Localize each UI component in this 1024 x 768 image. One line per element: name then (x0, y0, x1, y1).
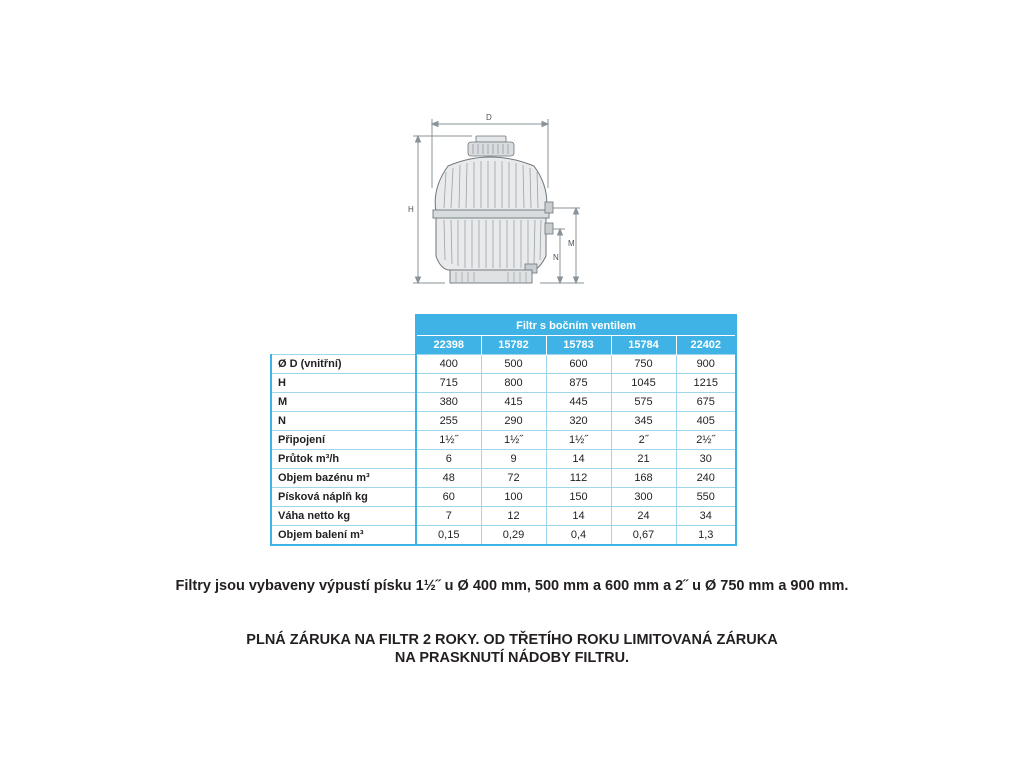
row-label: N (271, 412, 416, 431)
table-row (271, 431, 736, 450)
table-cell: 550 (676, 488, 736, 507)
table-cell: 112 (546, 469, 611, 488)
table-cell: 0,15 (416, 526, 481, 546)
label-d: D (486, 113, 492, 122)
row-label: M (271, 393, 416, 412)
table-row (271, 469, 736, 488)
table-cell: 21 (611, 450, 676, 469)
table-cell: 7 (416, 507, 481, 526)
table-cell: 0,4 (546, 526, 611, 546)
table-cell: 1½˝ (546, 431, 611, 450)
table-cell: 1215 (676, 374, 736, 393)
sand-drain-note: Filtry jsou vybaveny výpustí písku 1½˝ u Ø 400 mm, 500 mm a 600 mm a 2˝ u Ø 750 mm a 900 mm. (175, 578, 849, 594)
table-cell: 875 (546, 374, 611, 393)
table-cell: 2½˝ (676, 431, 736, 450)
warranty-line-2: NA PRASKNUTÍ NÁDOBY FILTRU. (394, 650, 630, 666)
table-row (271, 374, 736, 393)
table-cell: 1½˝ (481, 431, 546, 450)
table-row (271, 526, 736, 546)
table-cell: 345 (611, 412, 676, 431)
row-label: H (271, 374, 416, 393)
table-cell: 150 (546, 488, 611, 507)
table-cell: 168 (611, 469, 676, 488)
warranty-line-1: PLNÁ ZÁRUKA NA FILTR 2 ROKY. OD TŘETÍHO ROKU LIMITOVANÁ ZÁRUKA (246, 632, 778, 648)
label-h: H (408, 205, 414, 214)
table-cell: 380 (416, 393, 481, 412)
table-group-title: Filtr s bočním ventilem (416, 315, 736, 336)
table-cell: 24 (611, 507, 676, 526)
table-cell: 300 (611, 488, 676, 507)
table-cell: 445 (546, 393, 611, 412)
table-cell: 72 (481, 469, 546, 488)
table-cell: 0,29 (481, 526, 546, 546)
table-row (271, 355, 736, 374)
table-row (271, 393, 736, 412)
table-cell: 1,3 (676, 526, 736, 546)
label-m: M (568, 239, 575, 248)
table-cell: 30 (676, 450, 736, 469)
product-code: 15783 (546, 336, 611, 355)
table-cell: 14 (546, 450, 611, 469)
table-cell: 1½˝ (416, 431, 481, 450)
table-cell: 240 (676, 469, 736, 488)
table-cell: 500 (481, 355, 546, 374)
table-cell: 600 (546, 355, 611, 374)
table-cell: 415 (481, 393, 546, 412)
row-label: Průtok m³/h (271, 450, 416, 469)
table-cell: 405 (676, 412, 736, 431)
table-cell: 34 (676, 507, 736, 526)
table-cell: 255 (416, 412, 481, 431)
table-row (271, 412, 736, 431)
row-label: Písková náplň kg (271, 488, 416, 507)
filter-tank-drawing (433, 136, 553, 283)
product-code: 22402 (676, 336, 736, 355)
table-cell: 320 (546, 412, 611, 431)
row-label: Ø D (vnitřní) (271, 355, 416, 374)
table-cell: 6 (416, 450, 481, 469)
table-cell: 800 (481, 374, 546, 393)
row-label: Objem balení m³ (271, 526, 416, 546)
table-row (271, 450, 736, 469)
table-cell: 900 (676, 355, 736, 374)
table-cell: 9 (481, 450, 546, 469)
product-code: 22398 (416, 336, 481, 355)
filter-spec-table (270, 314, 737, 546)
table-row (271, 507, 736, 526)
product-code: 15784 (611, 336, 676, 355)
table-cell: 400 (416, 355, 481, 374)
table-cell: 60 (416, 488, 481, 507)
table-cell: 12 (481, 507, 546, 526)
row-label: Připojení (271, 431, 416, 450)
product-code: 15782 (481, 336, 546, 355)
table-cell: 100 (481, 488, 546, 507)
table-cell: 715 (416, 374, 481, 393)
table-cell: 0,67 (611, 526, 676, 546)
table-cell: 675 (676, 393, 736, 412)
table-cell: 48 (416, 469, 481, 488)
table-row (271, 488, 736, 507)
warranty-notice (0, 631, 1024, 667)
row-label: Objem bazénu m³ (271, 469, 416, 488)
table-cell: 750 (611, 355, 676, 374)
table-cell: 290 (481, 412, 546, 431)
filter-dimension-diagram (400, 108, 600, 293)
table-cell: 2˝ (611, 431, 676, 450)
table-cell: 14 (546, 507, 611, 526)
table-cell: 575 (611, 393, 676, 412)
row-label: Váha netto kg (271, 507, 416, 526)
label-n: N (553, 253, 559, 262)
table-cell: 1045 (611, 374, 676, 393)
